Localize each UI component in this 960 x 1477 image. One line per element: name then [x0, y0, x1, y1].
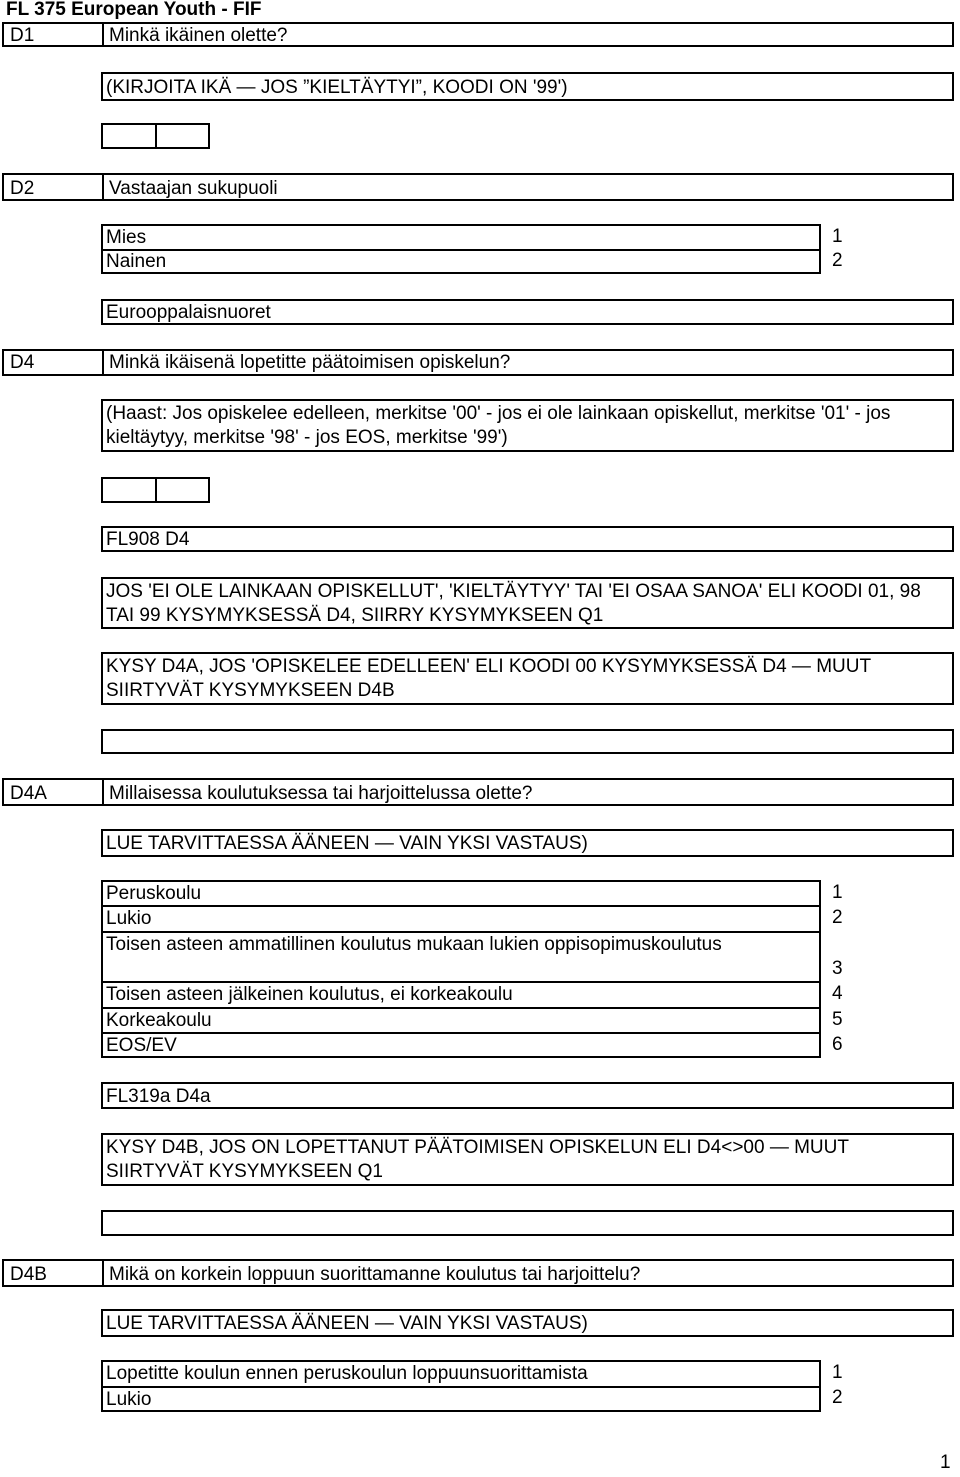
d4a-ref-box	[101, 1082, 954, 1109]
d1-row	[2, 22, 954, 47]
d4a-option-eos[interactable]: EOS/EV	[106, 1035, 177, 1056]
d4a-instruction-box	[101, 829, 954, 857]
d1-age-digit-2[interactable]	[155, 123, 210, 149]
d2-option-mies[interactable]: Mies	[106, 227, 147, 248]
d4-ref-box	[101, 526, 954, 552]
d2-option-separator	[103, 249, 819, 251]
d4b-options-box	[101, 1360, 821, 1412]
d4-ref: FL908 D4	[106, 529, 190, 550]
d1-instruction-box	[101, 72, 954, 101]
d1-question: Minkä ikäinen olette?	[109, 25, 288, 46]
d4a-blank-field[interactable]	[101, 1210, 954, 1236]
d4a-sep-1	[103, 905, 819, 907]
d4b-option-ennen-peruskoulua[interactable]: Lopetitte koulun ennen peruskoulun loppuunsuorittamista	[106, 1363, 588, 1384]
d4-row	[2, 349, 954, 376]
d4a-code-3: 3	[832, 958, 843, 979]
d4b-divider	[102, 1261, 104, 1287]
d1-divider	[102, 24, 104, 47]
d4a-code: D4A	[10, 783, 47, 804]
d2-code: D2	[10, 178, 35, 199]
d4a-divider	[102, 780, 104, 806]
d4-route2: KYSY D4A, JOS 'OPISKELEE EDELLEEN' ELI KOODI 00 KYSYMYKSESSÄ D4 — MUUT SIIRTYVÄT KYSYMYKSEEN D4B	[106, 656, 871, 701]
d4b-code-1: 1	[832, 1362, 843, 1383]
d2-options-box	[101, 224, 821, 274]
d4a-code-1: 1	[832, 882, 843, 903]
d4a-option-ammatillinen[interactable]: Toisen asteen ammatillinen koulutus mukaan lukien oppisopimuskoulutus	[106, 934, 722, 955]
d4-code: D4	[10, 352, 35, 373]
d4a-option-peruskoulu[interactable]: Peruskoulu	[106, 883, 202, 904]
d4-route1-box	[101, 577, 954, 629]
d2-option-nainen-code: 2	[832, 250, 843, 271]
section-label: Eurooppalaisnuoret	[106, 302, 271, 323]
d1-instruction: (KIRJOITA IKÄ — JOS ”KIELTÄYTYI”, KOODI ON '99')	[106, 77, 568, 98]
d2-divider	[102, 175, 104, 201]
d4-route2-box	[101, 652, 954, 705]
d4a-route: KYSY D4B, JOS ON LOPETTANUT PÄÄTOIMISEN OPISKELUN ELI D4<>00 — MUUT SIIRTYVÄT KYSYMYKSEEN Q1	[106, 1137, 849, 1182]
d2-option-mies-code: 1	[832, 226, 843, 247]
d4a-code-4: 4	[832, 983, 843, 1004]
d4a-option-korkeakoulu[interactable]: Korkeakoulu	[106, 1010, 212, 1031]
d4a-row	[2, 778, 954, 806]
d4a-code-5: 5	[832, 1009, 843, 1030]
d4a-option-lukio[interactable]: Lukio	[106, 908, 152, 929]
d4-question: Minkä ikäisenä lopetitte päätoimisen opiskelun?	[109, 352, 511, 373]
d2-row	[2, 173, 954, 201]
d1-code: D1	[10, 25, 35, 46]
d4-route1: JOS 'EI OLE LAINKAAN OPISKELLUT', 'KIELTÄYTYY' TAI 'EI OSAA SANOA' ELI KOODI 01, 98 TAI 99 KYSYMYKSESSÄ D4, SIIRRY KYSYMYKSEEN Q1	[106, 581, 921, 626]
d4-instruction: (Haast: Jos opiskelee edelleen, merkitse '00' - jos ei ole lainkaan opiskellut, merkitse '01' - jos kieltäytyy, merkitse '98' - jos EOS, merkitse '99')	[106, 403, 891, 448]
d1-age-digit-1[interactable]	[101, 123, 157, 149]
d4a-ref: FL319a D4a	[106, 1086, 211, 1107]
d4b-question: Mikä on korkein loppuun suorittamanne koulutus tai harjoittelu?	[109, 1264, 641, 1285]
d4-instruction-box	[101, 399, 954, 452]
d4a-option-jalkeinen[interactable]: Toisen asteen jälkeinen koulutus, ei korkeakoulu	[106, 984, 513, 1005]
d4a-code-6: 6	[832, 1034, 843, 1055]
d2-question: Vastaajan sukupuoli	[109, 178, 278, 199]
d4a-code-2: 2	[832, 907, 843, 928]
d4a-question: Millaisessa koulutuksessa tai harjoittelussa olette?	[109, 783, 533, 804]
d4a-route-box	[101, 1133, 954, 1186]
d4b-sep-1	[103, 1386, 819, 1388]
d4-age-digit-1[interactable]	[101, 477, 157, 503]
d4-divider	[102, 351, 104, 376]
d4b-option-lukio[interactable]: Lukio	[106, 1389, 152, 1410]
d4b-instruction-box	[101, 1309, 954, 1337]
d4b-instruction: LUE TARVITTAESSA ÄÄNEEN — VAIN YKSI VASTAUS)	[106, 1313, 588, 1334]
d4b-row	[2, 1259, 954, 1287]
d4a-options-box	[101, 880, 821, 1058]
page-number: 1	[940, 1452, 951, 1473]
d4b-code: D4B	[10, 1264, 47, 1285]
page-title: FL 375 European Youth - FIF	[6, 0, 262, 20]
d4-age-digit-2[interactable]	[155, 477, 210, 503]
d4a-instruction: LUE TARVITTAESSA ÄÄNEEN — VAIN YKSI VASTAUS)	[106, 833, 588, 854]
d4b-code-2: 2	[832, 1387, 843, 1408]
d4-blank-field[interactable]	[101, 729, 954, 754]
section-label-box	[101, 299, 954, 325]
d2-option-nainen[interactable]: Nainen	[106, 251, 167, 272]
